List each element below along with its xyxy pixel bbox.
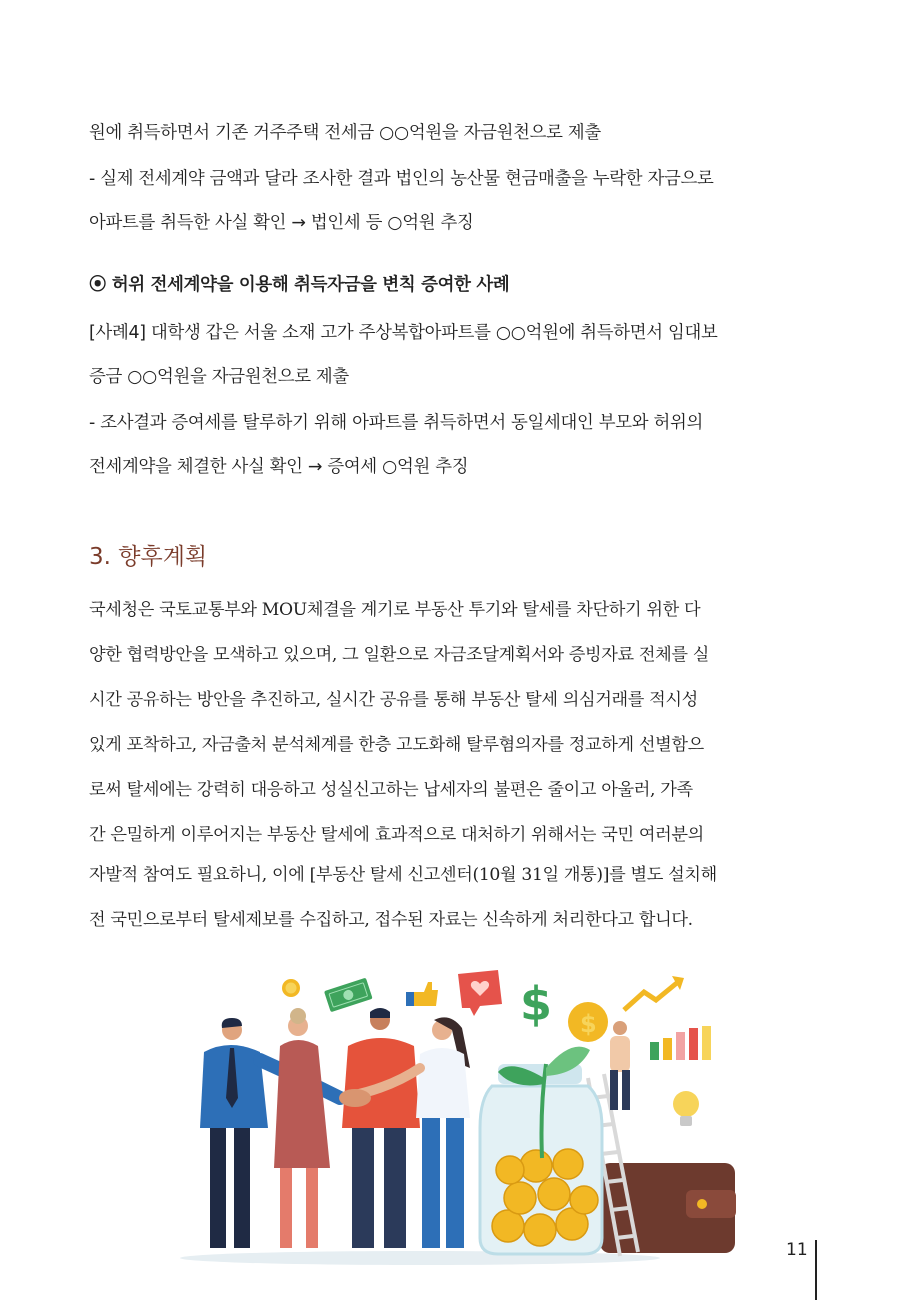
case4-line1: [사례4] 대학생 갑은 서울 소재 고가 주상복합아파트를 ○○억원에 취득하면서 임대보 <box>89 323 718 343</box>
heart-bubble-icon <box>458 970 502 1016</box>
paragraph-line: 간 은밀하게 이루어지는 부동산 탈세에 효과적으로 대처하기 위해서는 국민 여러분의 <box>89 825 704 845</box>
paragraph-line: 있게 포착하고, 자금출처 분석체계를 한층 고도화해 탈루혐의자를 정교하게 선별함으 <box>89 735 704 755</box>
paragraph-line: 양한 협력방안을 모색하고 있으며, 그 일환으로 자금조달계획서와 증빙자료 전체를 실 <box>89 645 709 665</box>
page-number-rule <box>815 1240 817 1300</box>
case4-line3: - 조사결과 증여세를 탈루하기 위해 아파트를 취득하면서 동일세대인 부모와 허위의 <box>89 413 704 433</box>
joined-hands <box>339 1089 371 1107</box>
page-number: 11 <box>786 1240 808 1260</box>
case3-line2: - 실제 전세계약 금액과 달라 조사한 결과 법인의 농산물 현금매출을 누락한 자금으로 <box>89 169 714 189</box>
banknote-icon <box>324 978 373 1013</box>
svg-text:$: $ <box>580 1010 597 1038</box>
trend-arrow-icon <box>624 976 684 1010</box>
bar-chart-icon <box>650 1026 711 1060</box>
money-jar-icon <box>480 1047 602 1254</box>
case3-line1: 원에 취득하면서 기존 거주주택 전세금 ○○억원을 자금원천으로 제출 <box>89 123 601 143</box>
section3-heading: 3. 향후계획 <box>89 544 208 570</box>
case4-line4: 전세계약을 체결한 사실 확인 → 증여세 ○억원 추징 <box>89 457 469 477</box>
light-bulb-icon <box>673 1091 699 1126</box>
paragraph-line: 자발적 참여도 필요하니, 이에 [부동산 탈세 신고센터(10월 31일 개통)]를 별도 설치해 <box>89 865 717 885</box>
case4-line2: 증금 ○○억원을 자금원천으로 제출 <box>89 367 349 387</box>
investment-illustration <box>180 968 740 1268</box>
dollar-sign-icon: $ <box>520 977 553 1031</box>
person-red-sweater <box>342 1008 420 1248</box>
case4-subheading: ⦿ 허위 전세계약을 이용해 취득자금을 변칙 증여한 사례 <box>89 275 510 295</box>
person-red-dress <box>274 1008 330 1248</box>
paragraph-line: 로써 탈세에는 강력히 대응하고 성실신고하는 납세자의 불편은 줄이고 아울러, 가족 <box>89 780 693 800</box>
thumbs-up-icon <box>406 982 438 1006</box>
paragraph-line: 국세청은 국토교통부와 MOU체결을 계기로 부동산 투기와 탈세를 차단하기 위한 다 <box>89 600 701 620</box>
coin-icon <box>282 979 300 997</box>
case3-line3: 아파트를 취득한 사실 확인 → 법인세 등 ○억원 추징 <box>89 213 474 233</box>
paragraph-line: 시간 공유하는 방안을 추진하고, 실시간 공유를 통해 부동산 탈세 의심거래를 적시성 <box>89 690 698 710</box>
paragraph-line: 전 국민으로부터 탈세제보를 수집하고, 접수된 자료는 신속하게 처리한다고 합니다. <box>89 910 693 930</box>
